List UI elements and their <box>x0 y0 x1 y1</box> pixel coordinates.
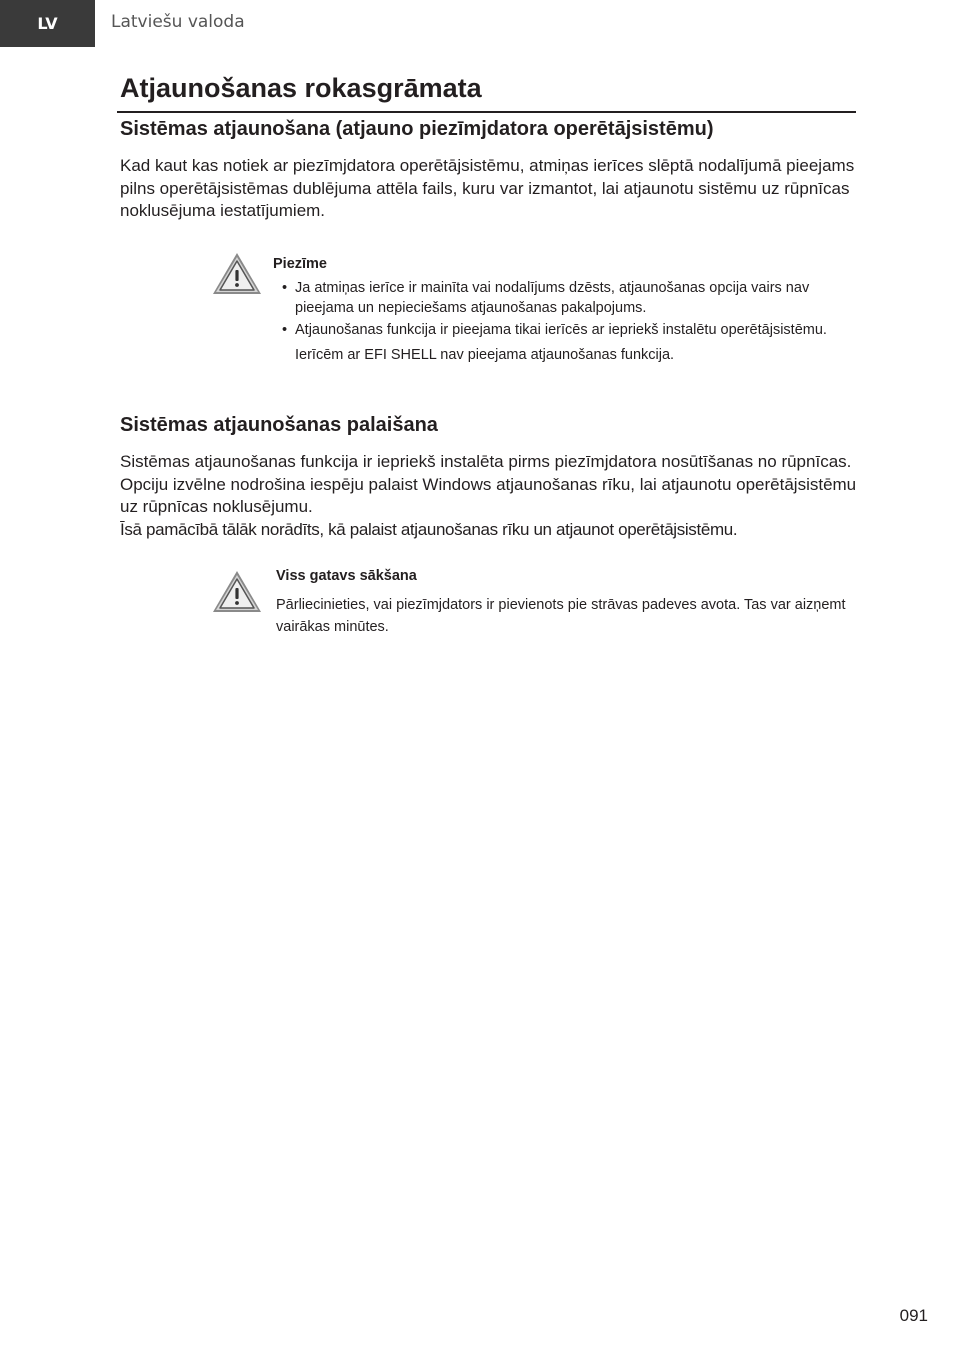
section-body-system-recovery: Kad kaut kas notiek ar piezīmjdatora operētājsistēmu, atmiņas ierīces slēptā nodalījumā pieejams pilns operētājsistēmas dublējuma attēla fails, kuru var izmantot, lai atjaunotu sistēmu uz rūpnīcas noklusējuma iestatījumiem. <box>120 156 855 220</box>
note-item-text: Atjaunošanas funkcija ir pieejama tikai ierīcēs ar iepriekš instalētu operētājsistēmu. Ierīcēm ar EFI SHELL nav pieejama atjaunošanas funkcija. <box>295 322 827 363</box>
language-name: Latviešu valoda <box>111 12 245 32</box>
section-heading-system-recovery: Sistēmas atjaunošana (atjauno piezīmjdatora operētājsistēmu) <box>120 118 714 140</box>
bullet: • <box>282 322 288 338</box>
bullet: • <box>282 280 288 296</box>
section-body-guide: Īsā pamācībā tālāk norādīts, kā palaist atjaunošanas rīku un atjaunot operētājsistēmu. <box>120 520 738 539</box>
note-item-text: Ja atmiņas ierīce ir mainīta vai nodalījums dzēsts, atjaunošanas opcija vairs nav pieejama un nepieciešams atjaunošanas pakalpojums. <box>295 280 810 316</box>
language-tab: LV <box>0 0 95 47</box>
note-text: Pārliecinieties, vai piezīmjdators ir pievienots pie strāvas padeves avota. Tas var aizņemt vairākas minūtes. <box>276 597 846 635</box>
list-item <box>279 278 845 318</box>
page-title: Atjaunošanas rokasgrāmata <box>120 73 482 103</box>
section-body-launch-recovery: Sistēmas atjaunošanas funkcija ir iepriekš instalēta pirms piezīmjdatora nosūtīšanas no rūpnīcas. Opciju izvēlne nodrošina iespēju palaist Windows atjaunošanas rīku, lai atjaunotu operētājsistēmu uz rūpnīcas noklusējumu. <box>120 452 857 516</box>
list-item <box>279 318 845 368</box>
note-list <box>279 278 845 368</box>
warning-triangle-icon <box>211 568 263 614</box>
note-title: Piezīme <box>273 256 327 272</box>
warning-triangle-icon <box>211 250 263 296</box>
page-number: 091 <box>899 1306 928 1325</box>
section-heading-launch-recovery: Sistēmas atjaunošanas palaišana <box>120 414 438 436</box>
note-title: Viss gatavs sākšana <box>276 568 417 584</box>
title-underline <box>117 111 856 113</box>
